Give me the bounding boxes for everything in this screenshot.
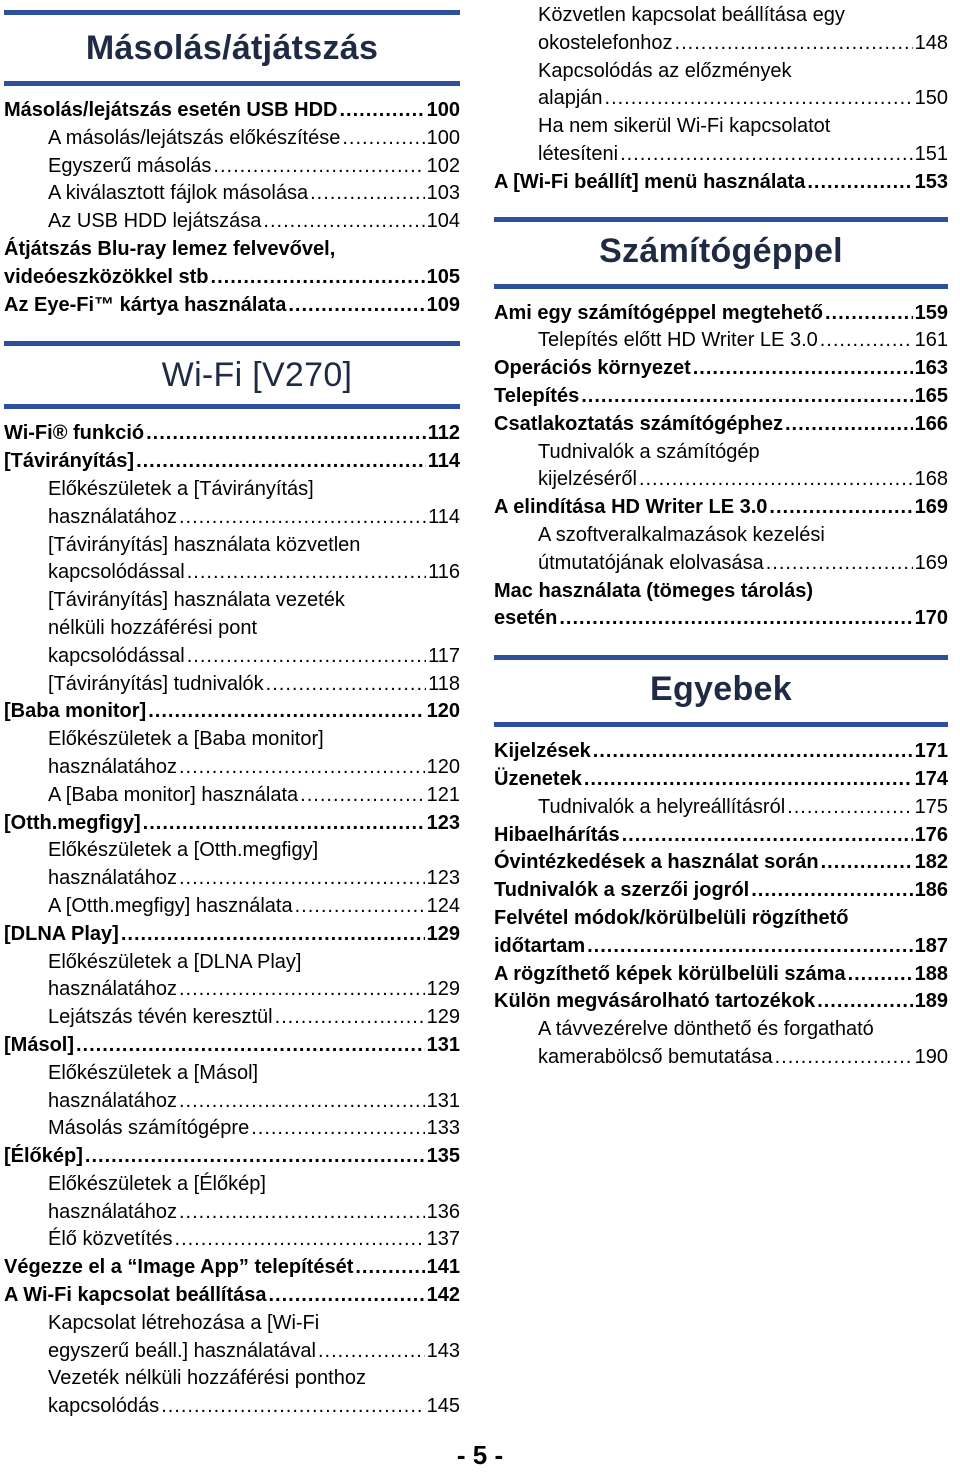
section-bottom-rule xyxy=(494,284,948,289)
toc-entry[interactable]: használatához ..... 136 xyxy=(4,1199,460,1227)
toc-entry-line: [Távirányítás] használata vezeték xyxy=(48,589,345,612)
toc-entry[interactable]: Telepítés előtt HD Writer LE 3.0 ..... 161 xyxy=(494,327,948,355)
toc-entry-line: Előkészületek a [DLNA Play] xyxy=(48,950,302,973)
toc-list xyxy=(494,300,948,634)
toc-entry[interactable]: alapján ..... 150 xyxy=(494,85,948,113)
left-column xyxy=(4,0,460,1421)
toc-entry-line: Átjátszás Blu-ray lemez felvevővel, xyxy=(4,237,336,260)
section-computer xyxy=(494,217,948,289)
toc-entry[interactable]: Csatlakoztatás számítógéphez ..... 166 xyxy=(494,411,948,439)
toc-entry[interactable]: okostelefonhoz ..... 148 xyxy=(494,30,948,58)
section-copy-dubbing xyxy=(4,0,460,86)
toc-list xyxy=(4,97,460,319)
toc-entry[interactable]: Egyszerű másolás ..... 102 xyxy=(4,153,460,181)
toc-entry[interactable]: használatához ..... 129 xyxy=(4,976,460,1004)
toc-entry[interactable]: útmutatójának elolvasása ..... 169 xyxy=(494,550,948,578)
toc-entry[interactable]: Élő közvetítés ..... 137 xyxy=(4,1226,460,1254)
section-other xyxy=(494,655,948,727)
toc-entry[interactable]: egyszerű beáll.] használatával ..... 143 xyxy=(4,1338,460,1366)
toc-entry[interactable]: A [Wi-Fi beállít] menü használata ..... 153 xyxy=(494,169,948,197)
toc-entry[interactable]: Óvintézkedések a használat során ..... 182 xyxy=(494,849,948,877)
page-number: - 5 - xyxy=(456,1440,504,1470)
toc-entry-line: Előkészületek a [Otth.megfigy] xyxy=(48,839,319,862)
toc-entry-line: Tudnivalók a számítógép xyxy=(538,440,760,463)
toc-entry[interactable]: Kijelzések ..... 171 xyxy=(494,738,948,766)
toc-list xyxy=(494,738,948,1072)
toc-entry-line: nélküli hozzáférési pont xyxy=(48,616,258,639)
toc-entry[interactable]: kapcsolódással ..... 117 xyxy=(4,643,460,671)
toc-entry[interactable]: A [Baba monitor] használata ..... 121 xyxy=(4,782,460,810)
section-title: Egyebek xyxy=(650,670,792,709)
toc-entry[interactable]: Telepítés ..... 165 xyxy=(494,383,948,411)
toc-entry-line: Kapcsolat létrehozása a [Wi-Fi xyxy=(48,1311,320,1334)
toc-entry[interactable]: Operációs környezet ..... 163 xyxy=(494,355,948,383)
toc-entry[interactable]: Tudnivalók a szerzői jogról ..... 186 xyxy=(494,877,948,905)
toc-entry[interactable]: Lejátszás tévén keresztül ..... 129 xyxy=(4,1004,460,1032)
toc-entry[interactable]: A [Otth.megfigy] használata ..... 124 xyxy=(4,893,460,921)
section-wifi xyxy=(4,341,460,409)
toc-entry[interactable]: videóeszközökkel stb ..... 105 xyxy=(4,264,460,292)
toc-entry[interactable]: Wi-Fi® funkció ..... 112 xyxy=(4,420,460,448)
toc-list xyxy=(494,2,948,197)
toc-entry[interactable]: időtartam ..... 187 xyxy=(494,933,948,961)
toc-entry[interactable]: [Baba monitor] ..... 120 xyxy=(4,698,460,726)
toc-entry[interactable]: létesíteni ..... 151 xyxy=(494,141,948,169)
toc-entry[interactable]: [Élőkép] ..... 135 xyxy=(4,1143,460,1171)
toc-entry[interactable]: kapcsolódással ..... 116 xyxy=(4,559,460,587)
toc-entry-line: Felvétel módok/körülbelüli rögzíthető xyxy=(494,906,849,929)
toc-entry-line: Előkészületek a [Másol] xyxy=(48,1061,259,1084)
toc-entry[interactable]: használatához ..... 120 xyxy=(4,754,460,782)
toc-entry-line: Előkészületek a [Távirányítás] xyxy=(48,477,314,500)
toc-entry[interactable]: kapcsolódás ..... 145 xyxy=(4,1393,460,1421)
toc-entry[interactable]: esetén ..... 170 xyxy=(494,605,948,633)
section-title: Wi-Fi [V270] xyxy=(161,356,353,395)
toc-entry-line: Előkészületek a [Baba monitor] xyxy=(48,728,324,751)
toc-entry-line: A szoftveralkalmazások kezelési xyxy=(538,523,825,546)
toc-entry[interactable]: kijelzéséről ..... 168 xyxy=(494,466,948,494)
toc-entry[interactable]: Hibaelhárítás ..... 176 xyxy=(494,822,948,850)
section-bottom-rule xyxy=(4,81,460,86)
section-bottom-rule xyxy=(4,404,460,409)
toc-entry[interactable]: Tudnivalók a helyreállításról ..... 175 xyxy=(494,794,948,822)
section-title: Másolás/átjátszás xyxy=(85,29,379,67)
section-title: Számítógéppel xyxy=(599,231,843,270)
toc-entry-line: Közvetlen kapcsolat beállítása egy xyxy=(538,4,845,26)
toc-entry[interactable]: Másolás/lejátszás esetén USB HDD ..... 100 xyxy=(4,97,460,125)
toc-entry[interactable]: [DLNA Play] ..... 129 xyxy=(4,921,460,949)
toc-entry[interactable]: Végezze el a “Image App” telepítését ..... 141 xyxy=(4,1254,460,1282)
toc-entry[interactable]: használatához ..... 123 xyxy=(4,865,460,893)
toc-entry[interactable]: használatához ..... 114 xyxy=(4,504,460,532)
toc-entry[interactable]: Másolás számítógépre ..... 133 xyxy=(4,1115,460,1143)
toc-entry[interactable]: Az Eye-Fi™ kártya használata ..... 109 xyxy=(4,292,460,320)
toc-entry-line: [Távirányítás] használata közvetlen xyxy=(48,533,361,556)
toc-entry[interactable]: A elindítása HD Writer LE 3.0 ..... 169 xyxy=(494,494,948,522)
toc-entry-line: Kapcsolódás az előzmények xyxy=(538,59,792,82)
section-bottom-rule xyxy=(494,722,948,727)
right-column xyxy=(494,0,948,1072)
toc-entry[interactable]: A kiválasztott fájlok másolása ..... 103 xyxy=(4,180,460,208)
toc-entry[interactable]: Üzenetek ..... 174 xyxy=(494,766,948,794)
toc-entry-line: A távvezérelve dönthető és forgatható xyxy=(538,1018,874,1041)
toc-entry[interactable]: A másolás/lejátszás előkészítése ..... 100 xyxy=(4,125,460,153)
toc-entry-line: Mac használata (tömeges tárolás) xyxy=(494,579,813,602)
toc-entry[interactable]: Az USB HDD lejátszása ..... 104 xyxy=(4,208,460,236)
toc-entry[interactable]: Ami egy számítógéppel megtehető ..... 159 xyxy=(494,300,948,328)
toc-entry[interactable]: [Távirányítás] tudnivalók ..... 118 xyxy=(4,671,460,699)
toc-entry[interactable]: használatához ..... 131 xyxy=(4,1088,460,1116)
toc-entry[interactable]: A Wi-Fi kapcsolat beállítása ..... 142 xyxy=(4,1282,460,1310)
toc-entry[interactable]: [Távirányítás] ..... 114 xyxy=(4,448,460,476)
toc-entry[interactable]: kamerabölcső bemutatása ..... 190 xyxy=(494,1044,948,1072)
toc-list xyxy=(4,420,460,1421)
toc-entry-line: Előkészületek a [Élőkép] xyxy=(48,1172,266,1195)
toc-entry[interactable]: [Otth.megfigy] ..... 123 xyxy=(4,810,460,838)
toc-entry[interactable]: [Másol] ..... 131 xyxy=(4,1032,460,1060)
toc-entry-line: Ha nem sikerül Wi-Fi kapcsolatot xyxy=(538,115,831,138)
toc-entry-line: Vezeték nélküli hozzáférési ponthoz xyxy=(48,1367,366,1390)
toc-entry[interactable]: Külön megvásárolható tartozékok ..... 189 xyxy=(494,988,948,1016)
toc-entry[interactable]: A rögzíthető képek körülbelüli száma ..... 188 xyxy=(494,961,948,989)
